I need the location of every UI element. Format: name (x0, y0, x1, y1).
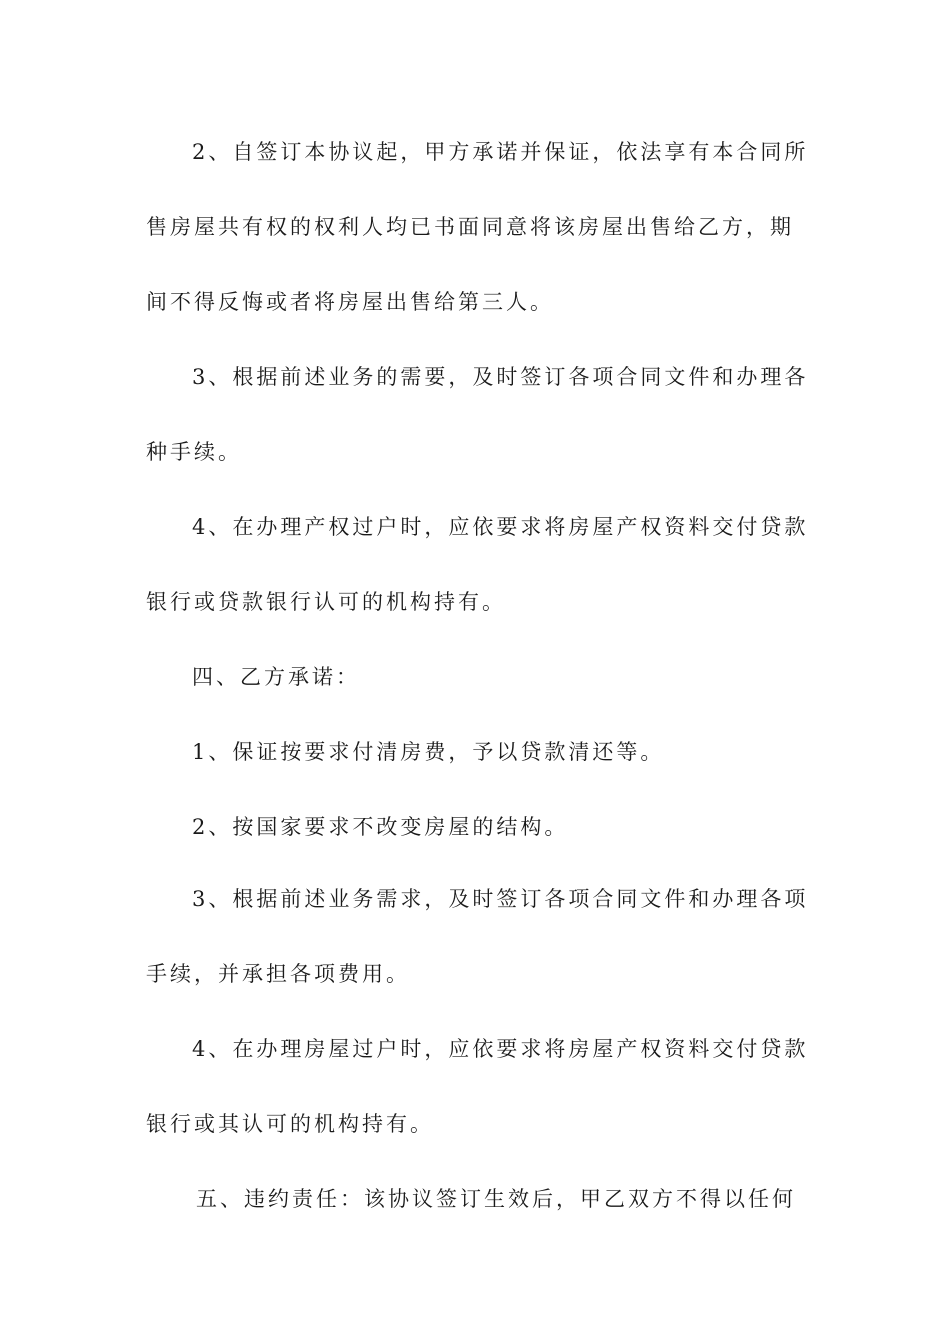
paragraph-line: 3、根据前述业务的需要，及时签订各项合同文件和办理各 (192, 365, 809, 389)
paragraph-line: 4、在办理房屋过户时，应依要求将房屋产权资料交付贷款 (192, 1037, 809, 1061)
paragraph-line: 间不得反悔或者将房屋出售给第三人。 (146, 290, 554, 314)
paragraph-line: 种手续。 (146, 440, 242, 464)
section-heading: 五、违约责任：该协议签订生效后，甲乙双方不得以任何 (196, 1187, 796, 1211)
paragraph-line: 售房屋共有权的权利人均已书面同意将该房屋出售给乙方，期 (146, 215, 794, 239)
paragraph-line: 1、保证按要求付清房费，予以贷款清还等。 (192, 740, 665, 764)
paragraph-line: 银行或其认可的机构持有。 (146, 1112, 434, 1136)
paragraph-line: 2、按国家要求不改变房屋的结构。 (192, 815, 569, 839)
section-heading: 四、乙方承诺： (192, 665, 360, 689)
paragraph-line: 3、根据前述业务需求，及时签订各项合同文件和办理各项 (192, 887, 809, 911)
paragraph-line: 手续，并承担各项费用。 (146, 962, 410, 986)
paragraph-line: 银行或贷款银行认可的机构持有。 (146, 590, 506, 614)
paragraph-line: 2、自签订本协议起，甲方承诺并保证，依法享有本合同所 (192, 140, 809, 164)
paragraph-line: 4、在办理产权过户时，应依要求将房屋产权资料交付贷款 (192, 515, 809, 539)
